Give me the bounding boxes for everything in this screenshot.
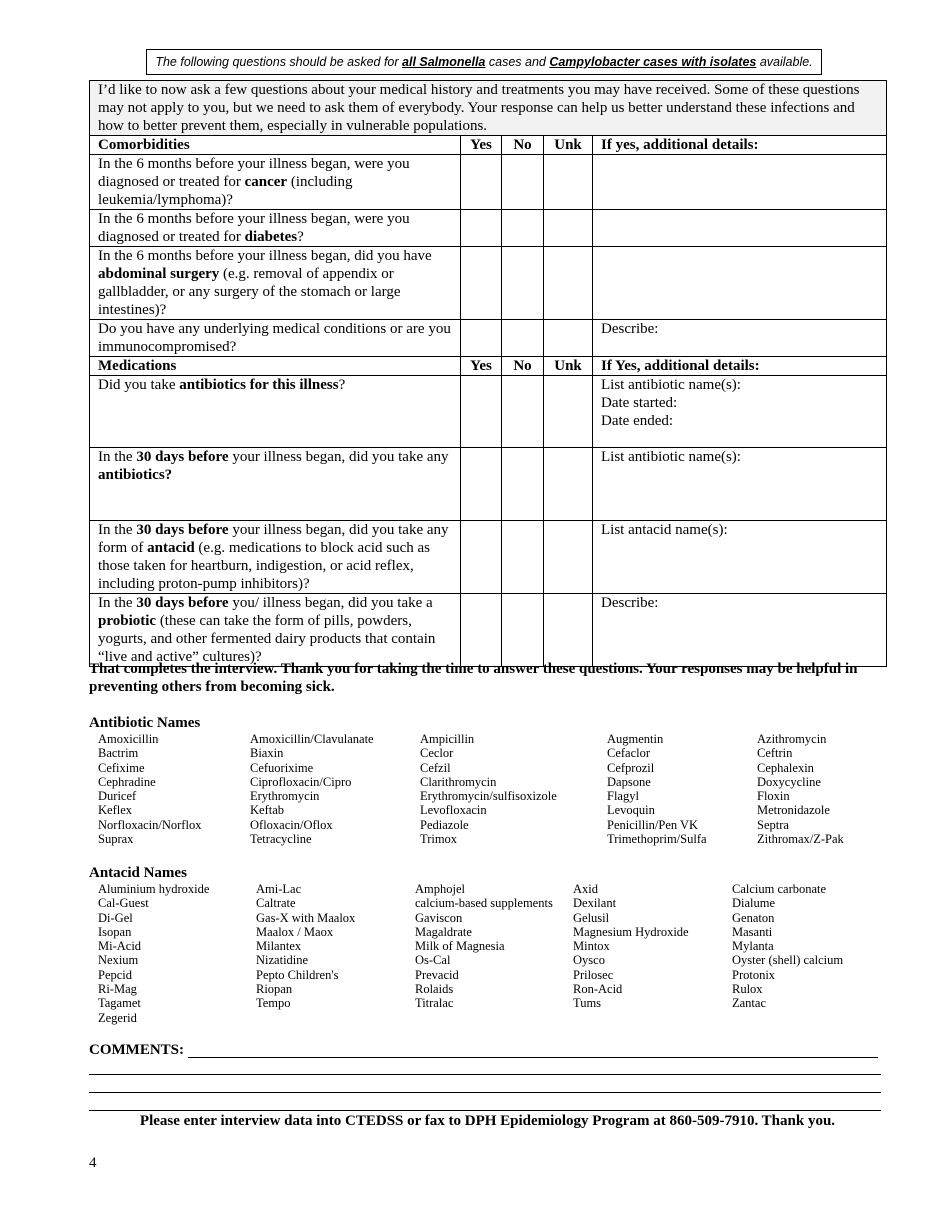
antibiotic-column [757, 732, 844, 846]
question-text: Did you take antibiotics for this illness? [90, 376, 461, 448]
drug-name: Nizatidine [256, 953, 309, 968]
details-header: If yes, additional details: [593, 136, 887, 155]
yes-header: Yes [461, 136, 502, 155]
drug-name: Cefuorixime [250, 760, 314, 775]
drug-name: Metronidazole [757, 803, 830, 818]
drug-name: Gelusil [573, 910, 610, 925]
drug-name: Dexilant [573, 896, 617, 911]
antacid-column [98, 882, 209, 1025]
drug-name: Zegerid [98, 1010, 137, 1025]
drug-name: Ofloxacin/Oflox [250, 817, 333, 832]
drug-name: Azithromycin [757, 732, 827, 746]
drug-name: Titralac [415, 996, 454, 1011]
question-text: In the 6 months before your illness began, did you have abdominal surgery (e.g. removal of appendix or gallbladder, or any surgery of the stomach or large intestines)? [90, 247, 461, 320]
no-cell[interactable] [502, 247, 544, 320]
drug-name: Mylanta [732, 939, 774, 954]
drug-name: Os-Cal [415, 953, 451, 968]
drug-name: Doxycycline [757, 774, 821, 789]
drug-name: Magaldrate [415, 924, 472, 939]
no-cell[interactable] [502, 210, 544, 247]
antacid-column [256, 882, 355, 1011]
drug-name: Clarithromycin [420, 774, 497, 789]
drug-name: Aluminium hydroxide [98, 882, 210, 896]
antibiotic-column [250, 732, 374, 846]
drug-name: Ampicillin [420, 732, 475, 746]
question-row-cancer [90, 155, 887, 210]
drug-name: Trimox [420, 832, 458, 847]
drug-name: Ron-Acid [573, 982, 623, 997]
question-row-immunocompromised [90, 320, 887, 357]
instruction-notice: The following questions should be asked for all Salmonella cases and Campylobacter cases with isolates available. [146, 49, 822, 75]
drug-name: Milantex [256, 939, 302, 954]
yes-cell[interactable] [461, 155, 502, 210]
unk-cell[interactable] [544, 376, 593, 448]
question-row-antibiotics-illness [90, 376, 887, 448]
drug-name: Axid [573, 882, 598, 896]
drug-name: Bactrim [98, 746, 139, 761]
drug-name: Magnesium Hydroxide [573, 924, 689, 939]
section-label: Medications [90, 357, 461, 376]
yes-cell[interactable] [461, 376, 502, 448]
question-text: Do you have any underlying medical conditions or are you immunocompromised? [90, 320, 461, 357]
no-header: No [502, 357, 544, 376]
drug-name: Septra [757, 817, 789, 832]
section-label: Comorbidities [90, 136, 461, 155]
drug-name: Cephalexin [757, 760, 814, 775]
unk-cell[interactable] [544, 247, 593, 320]
yes-cell[interactable] [461, 320, 502, 357]
drug-name: Amoxicillin/Clavulanate [250, 732, 374, 746]
footer-instruction: Please enter interview data into CTEDSS or fax to DPH Epidemiology Program at 860-509-7910. Thank you. [139, 1113, 836, 1129]
details-cell[interactable] [593, 155, 887, 210]
drug-name: Tums [573, 996, 602, 1011]
antibiotic-names-title: Antibiotic Names [89, 715, 201, 731]
unk-cell[interactable] [544, 594, 593, 667]
no-cell[interactable] [502, 594, 544, 667]
intro-text: I’d like to now ask a few questions about your medical history and treatments you may have received. Some of these questions may not apply to you, but we need to ask them of everybody. Your response can help us better understand these infections and how to better prevent them, especially in vulnerable populations. [90, 81, 887, 136]
antibiotic-column [607, 732, 707, 846]
no-cell[interactable] [502, 448, 544, 521]
question-text: In the 30 days before your illness began, did you take any form of antacid (e.g. medications to block acid such as those taken for heartburn, indigestion, or acid reflex, including proton-pump inhibitors)? [90, 521, 461, 594]
drug-name: Nexium [98, 953, 139, 968]
drug-name: Pepcid [98, 967, 133, 982]
details-cell[interactable]: Describe: [593, 320, 887, 357]
no-cell[interactable] [502, 320, 544, 357]
antacid-column [415, 882, 553, 1011]
antacid-column [732, 882, 843, 1011]
no-header: No [502, 136, 544, 155]
drug-name: Cefaclor [607, 746, 651, 761]
drug-name: Rolaids [415, 982, 454, 997]
drug-name: Masanti [732, 924, 773, 939]
yes-cell[interactable] [461, 448, 502, 521]
drug-name: Trimethoprim/Sulfa [607, 832, 707, 847]
medications-header [90, 357, 887, 376]
drug-name: Erythromycin/sulfisoxizole [420, 789, 557, 804]
details-cell[interactable] [593, 247, 887, 320]
comorbidities-header [90, 136, 887, 155]
drug-name: Cefixime [98, 760, 145, 775]
closing-statement: That completes the interview. Thank you for taking the time to answer these questions. Your responses may be helpful in preventing others from becoming sick. [89, 661, 858, 695]
details-cell[interactable] [593, 210, 887, 247]
question-row-diabetes [90, 210, 887, 247]
unk-header: Unk [544, 136, 593, 155]
yes-cell[interactable] [461, 210, 502, 247]
drug-name: Pepto Children's [256, 967, 339, 982]
comments-line[interactable] [89, 1074, 881, 1075]
drug-name: Amphojel [415, 882, 465, 896]
drug-name: Cefprozil [607, 760, 655, 775]
drug-name: Ri-Mag [98, 982, 137, 997]
drug-name: Ami-Lac [256, 882, 302, 896]
drug-name: Augmentin [607, 732, 664, 746]
drug-name: Cefzil [420, 760, 451, 775]
drug-name: Levoquin [607, 803, 655, 818]
drug-name: Cephradine [98, 774, 156, 789]
drug-name: Calcium carbonate [732, 882, 827, 896]
drug-name: Biaxin [250, 746, 284, 761]
antibiotic-column [98, 732, 201, 846]
unk-cell[interactable] [544, 210, 593, 247]
drug-name: Tempo [256, 996, 291, 1011]
no-cell[interactable] [502, 521, 544, 594]
drug-name: Riopan [256, 982, 293, 997]
antibiotic-name-label: List antibiotic name(s): [601, 377, 741, 393]
drug-name: Prilosec [573, 967, 614, 982]
drug-name: Oysco [573, 953, 605, 968]
comments-label: COMMENTS: [89, 1042, 184, 1058]
drug-name: Caltrate [256, 896, 296, 911]
question-row-probiotic [90, 594, 887, 667]
yes-header: Yes [461, 357, 502, 376]
question-row-antacid [90, 521, 887, 594]
drug-name: Gas-X with Maalox [256, 910, 356, 925]
drug-name: Rulox [732, 982, 763, 997]
antacid-names-title: Antacid Names [89, 865, 187, 881]
details-cell[interactable] [593, 376, 887, 448]
yes-cell[interactable] [461, 594, 502, 667]
drug-name: Mintox [573, 939, 610, 954]
no-cell[interactable] [502, 376, 544, 448]
unk-cell[interactable] [544, 155, 593, 210]
drug-name: calcium-based supplements [415, 896, 553, 911]
drug-name: Ceftrin [757, 746, 793, 761]
drug-name: Tetracycline [250, 832, 312, 847]
drug-name: Isopan [98, 924, 132, 939]
comments-line[interactable] [188, 1057, 878, 1058]
drug-name: Genaton [732, 910, 775, 925]
question-text: In the 6 months before your illness began, were you diagnosed or treated for diabetes? [90, 210, 461, 247]
yes-cell[interactable] [461, 521, 502, 594]
drug-name: Zithromax/Z-Pak [757, 832, 844, 847]
drug-name: Amoxicillin [98, 732, 159, 746]
drug-name: Mi-Acid [98, 939, 142, 954]
page-number: 4 [89, 1155, 97, 1171]
drug-name: Maalox / Maox [256, 924, 334, 939]
drug-name: Milk of Magnesia [415, 939, 505, 954]
question-row-antibiotics-before [90, 448, 887, 521]
drug-name: Suprax [98, 832, 134, 847]
unk-cell[interactable] [544, 320, 593, 357]
drug-name: Ciprofloxacin/Cipro [250, 774, 352, 789]
question-text: In the 30 days before your illness began, did you take any antibiotics? [90, 448, 461, 521]
drug-name: Norfloxacin/Norflox [98, 817, 202, 832]
question-row-surgery [90, 247, 887, 320]
drug-name: Cal-Guest [98, 896, 149, 911]
drug-name: Ceclor [420, 746, 454, 761]
date-started-label: Date started: [601, 395, 678, 411]
comments-line[interactable] [89, 1110, 881, 1111]
drug-name: Erythromycin [250, 789, 320, 804]
details-cell[interactable]: List antacid name(s): [593, 521, 887, 594]
antacid-column [573, 882, 689, 1011]
drug-name: Gaviscon [415, 910, 463, 925]
drug-name: Prevacid [415, 967, 459, 982]
question-text: In the 6 months before your illness began, were you diagnosed or treated for cancer (including leukemia/lymphoma)? [90, 155, 461, 210]
drug-name: Floxin [757, 789, 790, 804]
drug-name: Di-Gel [98, 910, 133, 925]
details-cell[interactable]: Describe: [593, 594, 887, 667]
no-cell[interactable] [502, 155, 544, 210]
drug-name: Oyster (shell) calcium [732, 953, 844, 968]
drug-name: Protonix [732, 967, 776, 982]
medical-history-table [89, 80, 887, 667]
details-header: If Yes, additional details: [593, 357, 887, 376]
unk-header: Unk [544, 357, 593, 376]
drug-name: Tagamet [98, 996, 141, 1011]
drug-name: Duricef [98, 789, 137, 804]
unk-cell[interactable] [544, 448, 593, 521]
drug-name: Penicillin/Pen VK [607, 817, 699, 832]
comments-line[interactable] [89, 1092, 881, 1093]
drug-name: Keftab [250, 803, 285, 818]
drug-name: Dialume [732, 896, 776, 911]
date-ended-label: Date ended: [601, 413, 674, 429]
drug-name: Levofloxacin [420, 803, 487, 818]
yes-cell[interactable] [461, 247, 502, 320]
drug-name: Zantac [732, 996, 767, 1011]
question-text: In the 30 days before you/ illness began, did you take a probiotic (these can take the form of pills, powders, yogurts, and other fermented dairy products that contain “live and active” cultures)? [90, 594, 461, 667]
drug-name: Flagyl [607, 789, 639, 804]
details-cell[interactable]: List antibiotic name(s): [593, 448, 887, 521]
drug-name: Keflex [98, 803, 133, 818]
drug-name: Dapsone [607, 774, 651, 789]
drug-name: Pediazole [420, 817, 469, 832]
unk-cell[interactable] [544, 521, 593, 594]
antibiotic-column [420, 732, 557, 846]
